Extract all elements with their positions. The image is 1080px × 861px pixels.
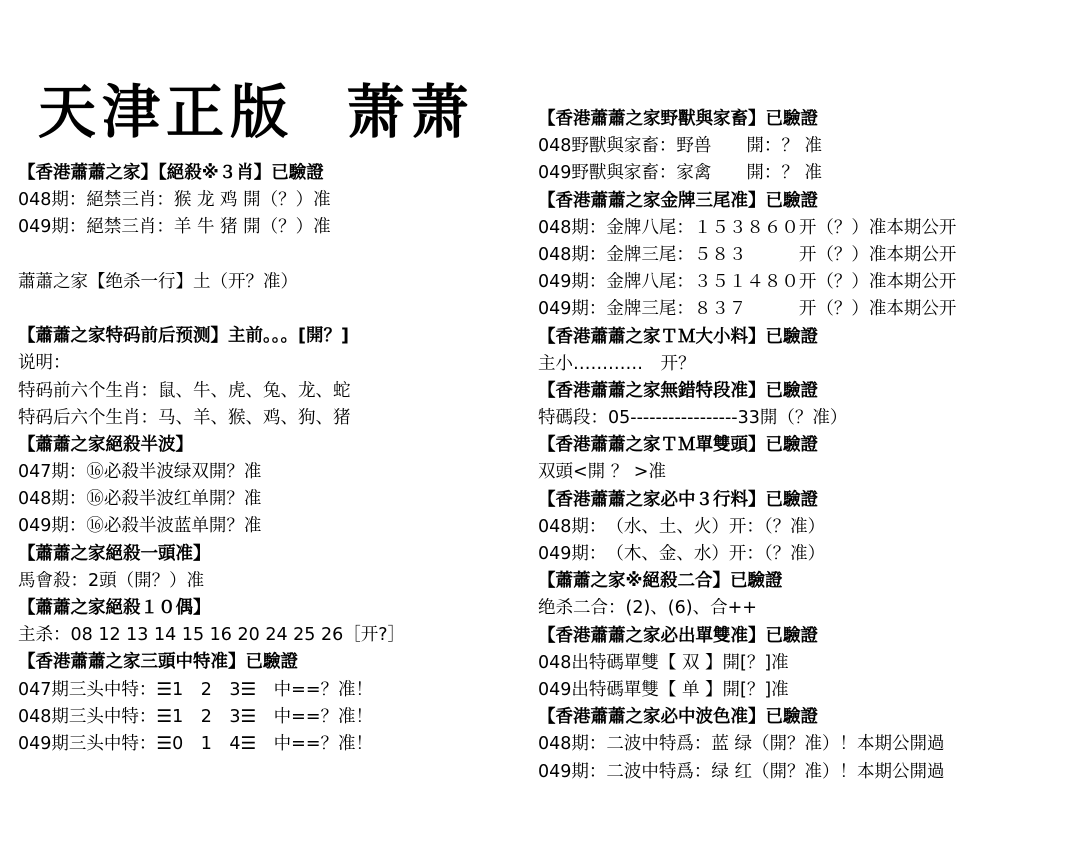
left-spacer — [18, 242, 518, 269]
left-text-line: 049期：⑯必殺半波蓝单開？准 — [18, 516, 262, 537]
right-text-line: 048期：金牌八尾：１５３８６０开（？）准本期公开 — [538, 217, 957, 238]
page-title: 天津正版 萧萧 — [38, 78, 475, 146]
left-text-line: 048期三头中特：☰1 2 3☰ 中==？准！ — [18, 706, 374, 727]
right-section-heading: 【香港蕭蕭之家必出單雙准】已驗證 — [538, 625, 818, 646]
right-text-line: 双頭<開 ？ >准 — [538, 462, 666, 483]
left-section-heading: 【蕭蕭之家絕殺一頭准】 — [18, 543, 211, 564]
right-section-heading: 【香港蕭蕭之家必中３行料】已驗證 — [538, 489, 818, 510]
right-text-line: 绝杀二合：(2)、(6)、合++ — [538, 598, 757, 619]
left-column — [18, 160, 518, 758]
left-text-line: 047期：⑯必殺半波绿双開？准 — [18, 462, 262, 483]
right-section-heading: 【香港蕭蕭之家必中波色准】已驗證 — [538, 707, 818, 728]
right-text-line: 049期：金牌八尾：３５１４８０开（？）准本期公开 — [538, 272, 957, 293]
right-section-heading: 【香港蕭蕭之家ＴＭ單雙頭】已驗證 — [538, 435, 818, 456]
left-text-line: 主杀：08 12 13 14 15 16 20 24 25 26［开?］ — [18, 625, 406, 646]
right-section-heading: 【香港蕭蕭之家ＴＭ大小料】已驗證 — [538, 326, 818, 347]
left-section-heading: 【蕭蕭之家絕殺１０偶】 — [18, 598, 211, 618]
right-text-line: 主小………… 开？ — [538, 353, 696, 374]
left-text-line: 047期三头中特：☰1 2 3☰ 中==？准！ — [18, 679, 374, 700]
right-section-heading: 【蕭蕭之家※絕殺二合】已驗證 — [538, 571, 783, 592]
right-text-line: 特碼段：05-----------------33開（？准） — [538, 408, 848, 429]
left-section-heading: 【香港蕭蕭之家三頭中特准】已驗證 — [18, 652, 298, 673]
right-text-line: 048出特碼單雙【 双 】開[？]准 — [538, 652, 789, 673]
left-text-line: 馬會殺：2頭（開？）准 — [18, 570, 205, 591]
left-text-line: 049期三头中特：☰0 1 4☰ 中==？准！ — [18, 733, 374, 754]
left-section-heading: 【香港蕭蕭之家】【絕殺※３肖】已驗證 — [18, 163, 324, 183]
right-text-line: 048期： （水、土、火）开：（？准） — [538, 516, 826, 537]
left-section-heading: 【蕭蕭之家特码前后预测】主前。。。[開？] — [18, 326, 349, 347]
left-text-line: 蕭蕭之家【绝杀一行】土（开？准） — [18, 271, 298, 292]
right-text-line: 048野獸與家畜：野兽 開：？ 准 — [538, 136, 822, 157]
right-text-line: 048期：金牌三尾：５８３ 开（？）准本期公开 — [538, 244, 957, 265]
right-section-heading: 【香港蕭蕭之家無錯特段准】已驗證 — [538, 380, 818, 401]
right-text-line: 049期： （木、金、水）开：（？准） — [538, 544, 826, 564]
right-section-heading: 【香港蕭蕭之家野獸與家畜】已驗證 — [538, 109, 818, 129]
left-text-line: 049期：絕禁三肖：羊 牛 猪 開（？）准 — [18, 217, 331, 238]
left-section-heading: 【蕭蕭之家絕殺半波】 — [18, 434, 193, 455]
right-text-line: 049期：二波中特爲：绿 红（開？准）！本期公開過 — [538, 761, 945, 782]
right-section-heading: 【香港蕭蕭之家金牌三尾准】已驗證 — [538, 190, 818, 211]
right-text-line: 049野獸與家畜：家禽 開：？ 准 — [538, 163, 822, 184]
right-column — [538, 106, 1073, 786]
right-text-line: 048期：二波中特爲：蓝 绿（開？准）！本期公開過 — [538, 734, 945, 755]
left-text-line: 说明： — [18, 353, 71, 374]
left-text-line: 特码前六个生肖：鼠、牛、虎、兔、龙、蛇 — [18, 380, 351, 401]
right-text-line: 049出特碼單雙【 单 】開[？]准 — [538, 679, 789, 700]
left-text-line: 048期：⑯必殺半波红单開？准 — [18, 489, 262, 510]
left-spacer — [18, 296, 518, 323]
left-text-line: 特码后六个生肖：马、羊、猴、鸡、狗、猪 — [18, 407, 351, 428]
left-text-line: 048期：絕禁三肖：猴 龙 鸡 開（？）准 — [18, 190, 331, 211]
right-text-line: 049期：金牌三尾：８３７ 开（？）准本期公开 — [538, 299, 957, 320]
